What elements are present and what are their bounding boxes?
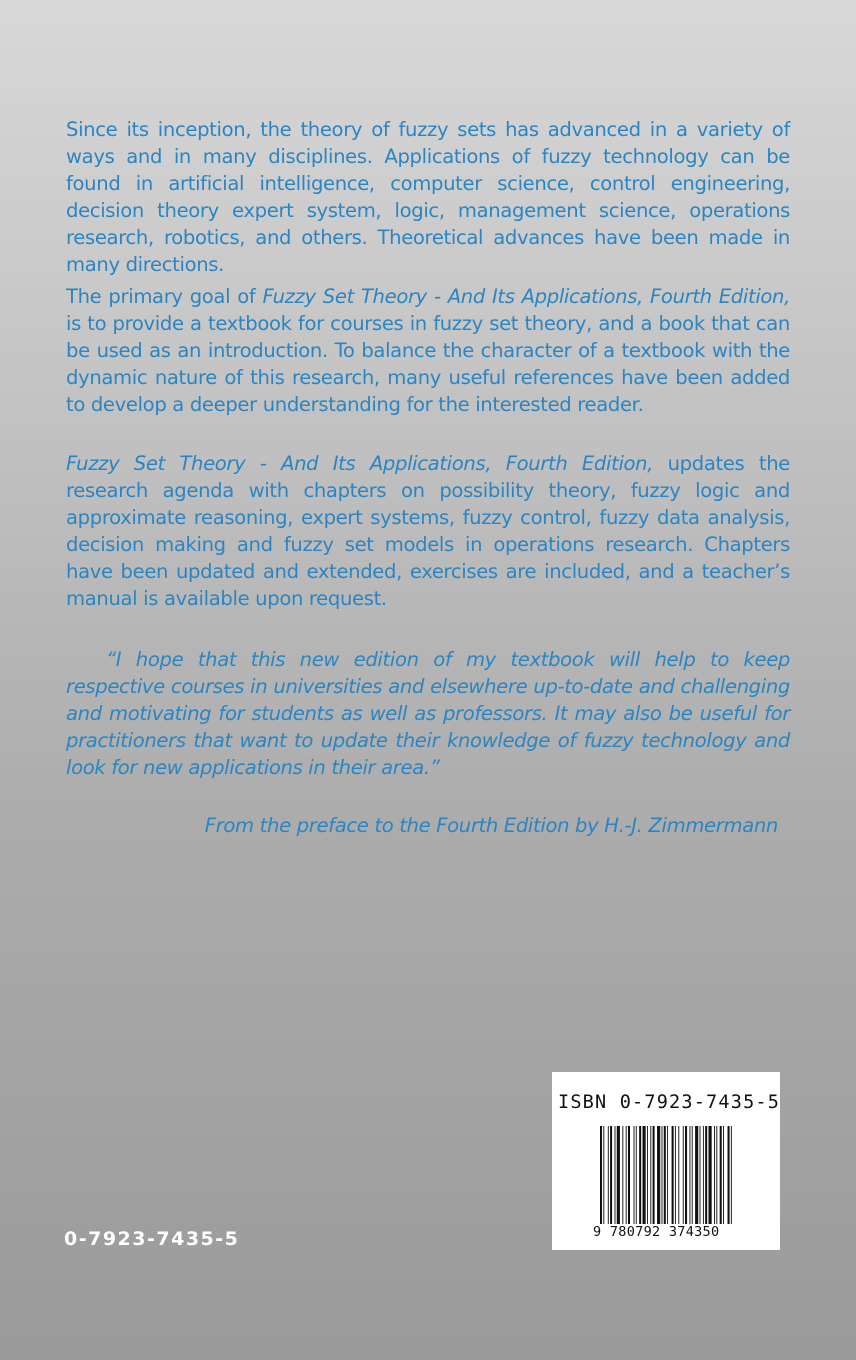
barcode-bar	[653, 1126, 655, 1234]
barcode-bar	[672, 1126, 674, 1234]
barcode-bar	[639, 1126, 641, 1234]
barcode-bar	[709, 1126, 712, 1234]
paragraph-2-lead: The primary goal of	[66, 285, 263, 308]
barcode-bar	[636, 1126, 637, 1234]
barcode-bar	[657, 1126, 660, 1234]
paragraph-3-rest: updates the research agenda with chapters on possibility theory, fuzzy logic and approximate reasoning, expert systems, fuzzy control, fuzzy data analysis, decision making and fuzzy set models in operations research. Chapters have been updated and extended, exercises are included, and a teacher’s manual is available upon request.	[66, 452, 790, 610]
barcode-bar	[667, 1126, 668, 1234]
barcode-bar	[683, 1126, 684, 1234]
barcode-isbn-label: ISBN 0-7923-7435-5	[558, 1092, 781, 1113]
barcode-bar	[643, 1126, 646, 1234]
barcode-bar	[647, 1126, 648, 1234]
barcode-bar	[705, 1126, 707, 1234]
barcode-ean-digits: 9 780792 374350	[593, 1224, 737, 1240]
barcode-panel	[552, 1072, 780, 1250]
barcode-bar	[603, 1126, 604, 1234]
barcode-bar	[720, 1126, 722, 1234]
quote-attribution: From the preface to the Fourth Edition by H.-J. Zimmermann	[204, 814, 778, 837]
description-paragraph-2	[66, 283, 790, 418]
barcode-bar	[731, 1126, 732, 1234]
preface-quote	[66, 646, 790, 781]
barcode-bar	[626, 1126, 627, 1234]
barcode-bar	[628, 1126, 630, 1234]
barcode-bar	[678, 1126, 679, 1234]
isbn-number: 0-7923-7435-5	[64, 1228, 240, 1250]
barcode-bar	[634, 1126, 635, 1234]
barcode-bar	[662, 1126, 663, 1234]
barcode-icon	[600, 1126, 732, 1234]
barcode-bar	[703, 1126, 704, 1234]
barcode-bar	[695, 1126, 698, 1234]
barcode-bar	[692, 1126, 693, 1234]
barcode-bar	[664, 1126, 666, 1234]
barcode-bar	[689, 1126, 690, 1234]
preface-quote-text: “I hope that this new edition of my textbook will help to keep respective courses in universities and elsewhere up-to-date and challenging and motivating for students as well as professors. It may also be useful for practitioners that want to update their knowledge of fuzzy technology and look for new applications in their area.”	[66, 648, 790, 779]
barcode-bar	[714, 1126, 715, 1234]
barcode-bar	[610, 1126, 612, 1234]
barcode-bar	[700, 1126, 701, 1234]
barcode-bar	[615, 1126, 616, 1234]
barcode-bar	[622, 1126, 623, 1234]
book-title-italic: Fuzzy Set Theory - And Its Applications, Fourth Edition,	[262, 285, 790, 308]
barcode-bar	[675, 1126, 676, 1234]
barcode-bar	[608, 1126, 609, 1234]
description-paragraph-1: Since its inception, the theory of fuzzy sets has advanced in a variety of ways and in many disciplines. Applications of fuzzy technology can be found in artificial intelligence, computer science, control engineering, decision theory expert system, logic, management science, operations research, robotics, and others. Theoretical advances have been made in many directions.	[66, 118, 790, 276]
barcode-bar	[723, 1126, 724, 1234]
book-title-italic: Fuzzy Set Theory - And Its Applications, Fourth Edition,	[66, 452, 654, 475]
barcode-bar	[617, 1126, 620, 1234]
description-paragraph-3	[66, 450, 790, 612]
barcode-bar	[600, 1126, 602, 1234]
barcode-bar	[716, 1126, 717, 1234]
barcode-bar	[728, 1126, 730, 1234]
barcode-bar	[685, 1126, 687, 1234]
paragraph-2-rest: is to provide a textbook for courses in fuzzy set theory, and a book that can be used as an introduction. To balance the character of a textbook with the dynamic nature of this research, many useful references have been added to develop a deeper understanding for the interested reader.	[66, 312, 790, 416]
barcode-bar	[650, 1126, 651, 1234]
